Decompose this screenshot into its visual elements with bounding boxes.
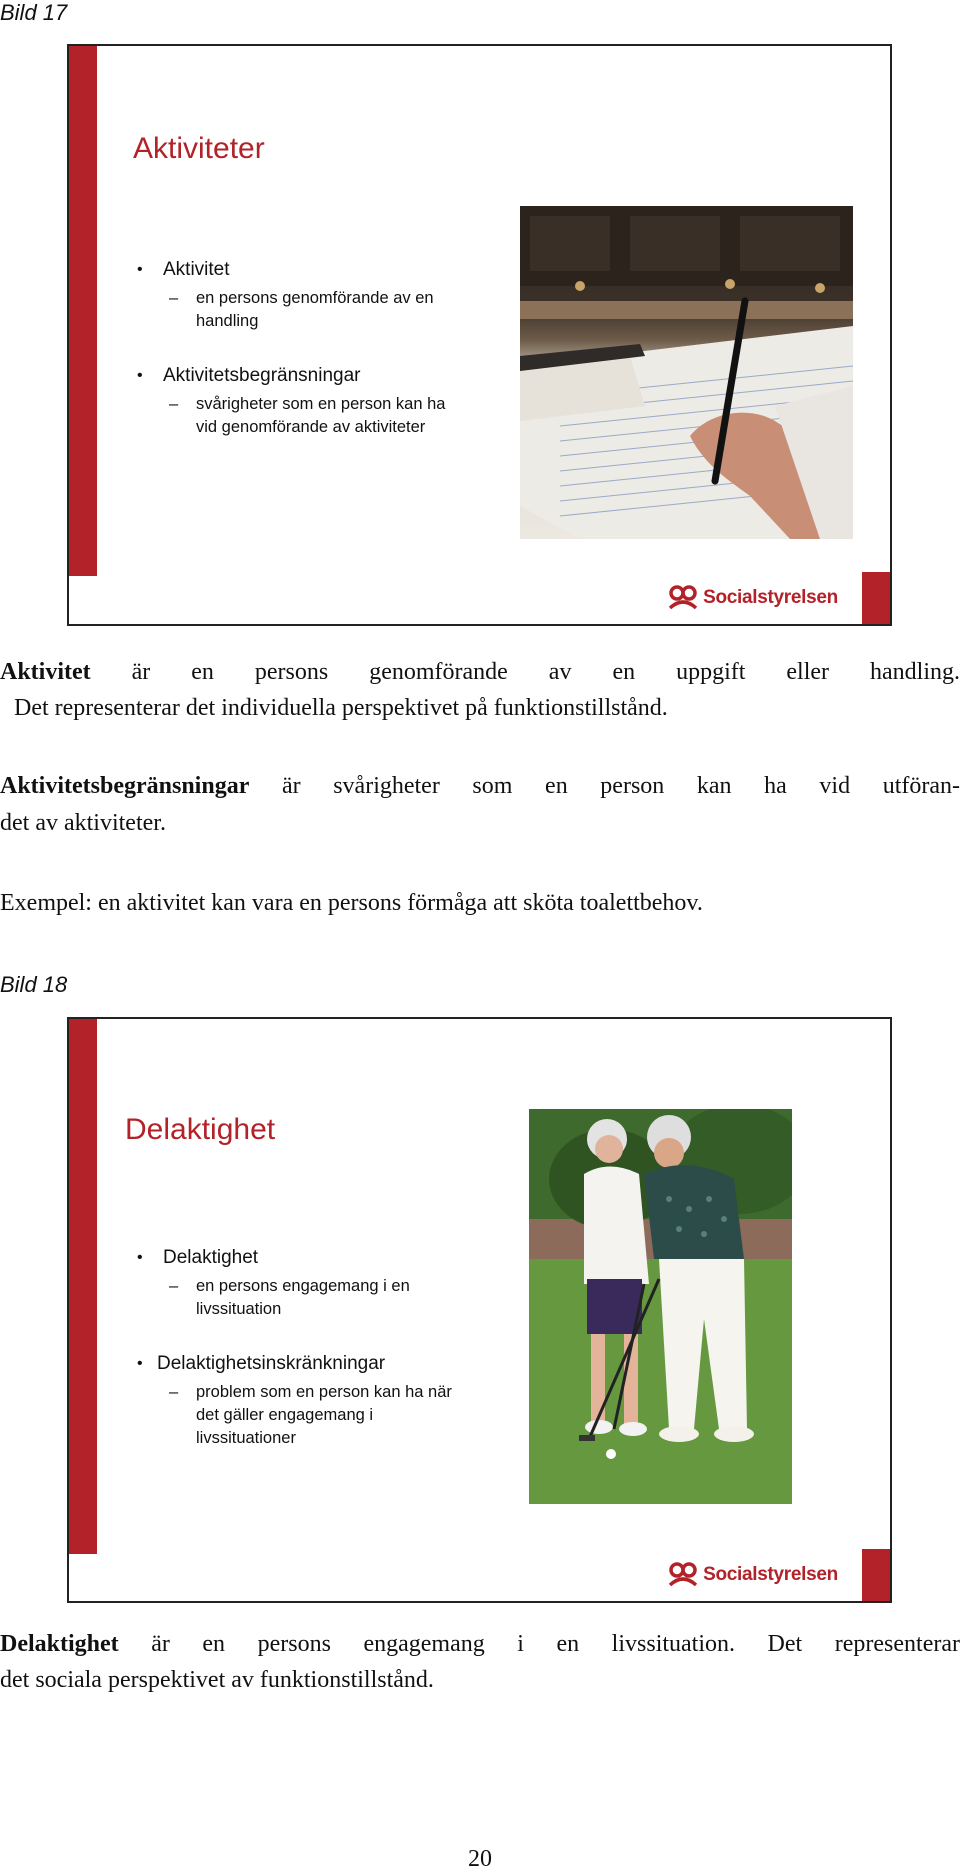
bullet-item: • Delaktighet	[133, 1245, 513, 1271]
sub-bullet-line: svårigheter som en person kan ha	[196, 395, 446, 413]
slide-title: Delaktighet	[125, 1113, 276, 1146]
writing-hand-photo	[520, 206, 853, 539]
bullet-item: • Aktivitetsbegränsningar	[133, 363, 493, 389]
socialstyrelsen-logo-icon	[666, 584, 700, 612]
slide-title: Aktiviteter	[133, 132, 265, 165]
slide-delaktighet	[67, 1017, 892, 1603]
sub-bullet-line: en persons engagemang i en	[196, 1277, 410, 1295]
socialstyrelsen-logo-icon	[666, 1561, 700, 1589]
slide-accent-corner	[862, 572, 890, 624]
bullet-group	[133, 257, 493, 333]
logo-text: Socialstyrelsen	[703, 587, 838, 608]
sub-bullet-line: det gäller engagemang i	[196, 1406, 374, 1424]
sub-bullet-line: en persons genomförande av en	[196, 289, 434, 307]
bullet-group	[133, 1245, 513, 1321]
sub-bullet-line: livssituation	[196, 1300, 282, 1318]
golf-photo	[529, 1109, 792, 1504]
bold-term: Aktivitet	[0, 659, 91, 685]
logo-text: Socialstyrelsen	[703, 1564, 838, 1585]
slide-bullets	[133, 257, 493, 469]
golf-illustration	[529, 1109, 792, 1504]
paragraph-delaktighet-line1	[0, 1628, 960, 1661]
writing-hand-illustration	[520, 206, 853, 539]
socialstyrelsen-logo	[666, 584, 838, 612]
bullet-item: • Delaktighetsinskränkningar	[133, 1351, 513, 1377]
paragraph-text: är svårigheter som en person kan ha vid utföran-	[249, 773, 960, 799]
slide-bullets	[133, 1245, 513, 1480]
paragraph-aktivitet-line2: Det representerar det individuella perspektivet på funktionstillstånd.	[14, 695, 668, 721]
bullet-group	[133, 363, 493, 439]
socialstyrelsen-logo	[666, 1561, 838, 1589]
sub-bullet	[133, 1381, 513, 1450]
bullet-item: • Aktivitet	[133, 257, 493, 283]
sub-bullet-line: vid genomförande av aktiviteter	[196, 418, 426, 436]
paragraph-delaktighet-line2: det sociala perspektivet av funktionstillstånd.	[0, 1667, 434, 1693]
dash-glyph: –	[169, 1383, 179, 1401]
slide-label: Bild 17	[0, 0, 68, 25]
page-number: 20	[468, 1846, 492, 1872]
dash-glyph: –	[169, 1277, 179, 1295]
slide-aktiviteter	[67, 44, 892, 626]
sub-bullet-line: handling	[196, 312, 259, 330]
paragraph-text: är en persons genomförande av en uppgift eller handling.	[90, 659, 960, 685]
slide-accent-corner	[862, 1549, 890, 1601]
sub-bullet	[133, 1275, 513, 1321]
bold-term: Delaktighet	[0, 1631, 119, 1657]
bold-term: Aktivitetsbegränsningar	[0, 773, 250, 799]
sub-bullet-line: livssituationer	[196, 1429, 296, 1447]
paragraph-begransningar-line1	[0, 770, 960, 803]
slide-accent-bar	[69, 1019, 97, 1554]
paragraph-exempel: Exempel: en aktivitet kan vara en persons förmåga att sköta toalettbehov.	[0, 890, 703, 916]
dash-glyph: –	[169, 395, 179, 413]
sub-bullet	[133, 393, 493, 439]
slide-label: Bild 18	[0, 972, 68, 997]
paragraph-text: är en persons engagemang i en livssituation. Det representerar	[118, 1631, 960, 1657]
bullet-group	[133, 1351, 513, 1450]
paragraph-begransningar-line2: det av aktiviteter.	[0, 810, 166, 836]
sub-bullet-line: problem som en person kan ha när	[196, 1383, 452, 1401]
sub-bullet	[133, 287, 493, 333]
paragraph-aktivitet-line1	[0, 656, 960, 689]
dash-glyph: –	[169, 289, 179, 307]
slide-accent-bar	[69, 46, 97, 576]
